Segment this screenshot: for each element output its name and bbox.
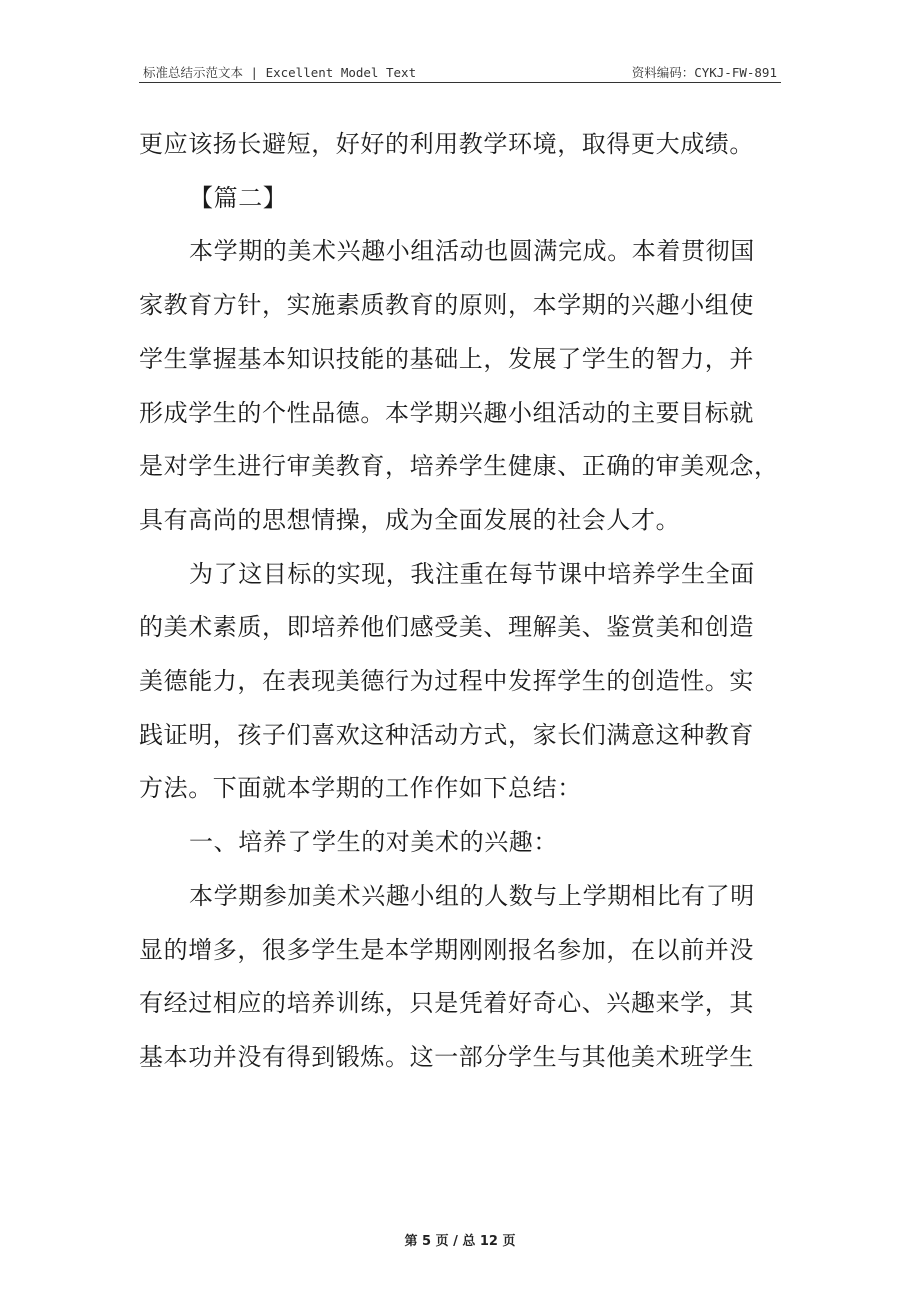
text-line: 具有高尚的思想情操，成为全面发展的社会人才。	[139, 505, 681, 534]
document-body	[139, 118, 789, 1085]
header-title: 标准总结示范文本 | Excellent Model Text	[143, 65, 417, 80]
header-divider	[139, 82, 781, 83]
text-line: 本学期参加美术兴趣小组的人数与上学期相比有了明	[189, 881, 755, 910]
text-line: 学生掌握基本知识技能的基础上，发展了学生的智力，并	[139, 344, 754, 373]
document-code: 资料编码：CYKJ-FW-891	[631, 65, 777, 80]
subsection-heading: 一、培养了学生的对美术的兴趣：	[189, 828, 558, 857]
section-heading: 【篇二】	[189, 183, 288, 212]
text-line: 形成学生的个性品德。本学期兴趣小组活动的主要目标就	[139, 398, 754, 427]
text-line: 基本功并没有得到锻炼。这一部分学生与其他美术班学生	[139, 1042, 754, 1071]
text-line: 显的增多，很多学生是本学期刚刚报名参加，在以前并没	[139, 935, 754, 964]
text-line: 家教育方针，实施素质教育的原则，本学期的兴趣小组使	[139, 291, 754, 320]
text-line: 是对学生进行审美教育，培养学生健康、正确的审美观念，	[139, 452, 779, 481]
text-line: 的美术素质，即培养他们感受美、理解美、鉴赏美和创造	[139, 613, 754, 642]
text-line: 本学期的美术兴趣小组活动也圆满完成。本着贯彻国	[189, 237, 755, 266]
text-line: 有经过相应的培养训练，只是凭着好奇心、兴趣来学，其	[139, 989, 754, 1018]
text-line: 更应该扬长避短，好好的利用教学环境，取得更大成绩。	[139, 130, 754, 158]
text-line: 为了这目标的实现，我注重在每节课中培养学生全面	[189, 559, 755, 588]
page-header	[139, 60, 781, 82]
text-line: 践证明，孩子们喜欢这种活动方式，家长们满意这种教育	[139, 720, 754, 749]
text-line: 美德能力，在表现美德行为过程中发挥学生的创造性。实	[139, 667, 754, 696]
page-number: 第 5 页 / 总 12 页	[404, 1234, 516, 1249]
text-line: 方法。下面就本学期的工作作如下总结：	[139, 774, 582, 803]
